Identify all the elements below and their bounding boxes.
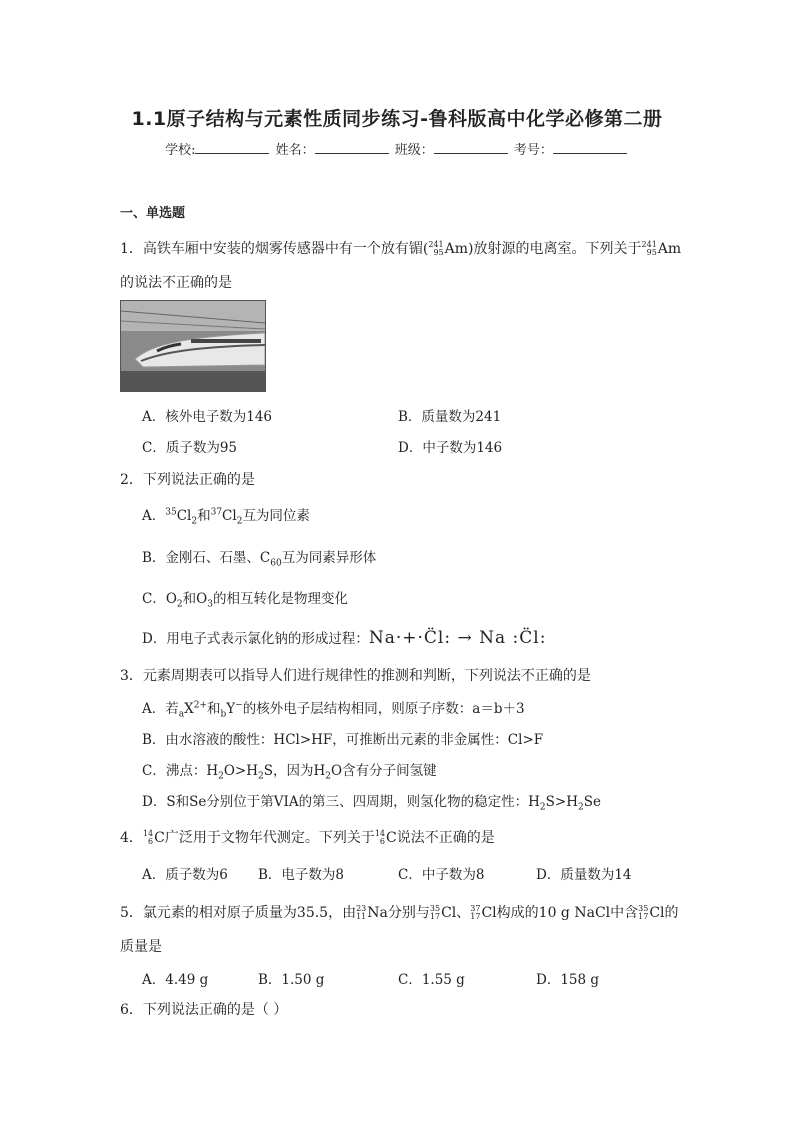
q3-option-d[interactable]: D．S和Se分别位于第VIA的第三、四周期，则氢化物的稳定性：$H_2S>H_2Se$ [142, 794, 601, 813]
q4-option-c[interactable]: C．中子数为8 [398, 867, 485, 883]
q4-option-b[interactable]: B．电子数为8 [258, 867, 345, 883]
am-nuclide-2: 241 95 Am [641, 240, 682, 257]
section-heading: 一、单选题 [120, 206, 186, 221]
q4-option-d[interactable]: D．质量数为14 [536, 867, 632, 883]
q2-option-a[interactable]: A．$^{35}Cl_2$和$^{37}Cl_2$互为同位素 [142, 507, 310, 527]
school-blank[interactable] [195, 141, 269, 154]
q5-option-c[interactable]: C．1.55 g [398, 972, 465, 988]
q6-stem: 6．下列说法正确的是（ ） [120, 1002, 288, 1018]
id-label: 考号： [513, 143, 553, 158]
electron-formula: Na·+·C̈l: → Na :C̈l: [368, 628, 547, 648]
q5-option-d[interactable]: D．158 g [536, 972, 600, 988]
am-nuclide: 241 95 [428, 240, 444, 257]
id-blank[interactable] [553, 141, 627, 154]
q3-stem: 3．元素周期表可以指导人们进行规律性的推测和判断，下列说法不正确的是 [120, 668, 591, 684]
q4-stem: 4． 14 6 C广泛用于文物年代测定。下列关于 14 6 C说法不正确的是 [120, 829, 495, 846]
q3-option-c[interactable]: C．沸点：$H_2O>H_2S$，因为$H_2O$含有分子间氢键 [142, 763, 437, 782]
cl35-nuclide: 35 17 Cl [429, 904, 457, 921]
q5-option-b[interactable]: B．1.50 g [258, 972, 325, 988]
cl37-nuclide: 37 17 Cl [470, 904, 497, 921]
name-label: 姓名： [275, 143, 315, 158]
class-label: 班级： [394, 143, 434, 158]
q5-stem-line2: 质量是 [120, 939, 162, 955]
q3-option-a[interactable]: A．若$_aX^{2+}$和$_b$Y−的核外电子层结构相同，则原子序数：a＝b＋3 [142, 700, 525, 720]
student-info-row [0, 139, 794, 158]
cl35-nuclide-2: 35 17 Cl [638, 904, 665, 921]
q1-stem-line2: 的说法不正确的是 [120, 275, 232, 291]
q5-option-a[interactable]: A．4.49 g [142, 972, 209, 988]
q2-option-b[interactable]: B．金刚石、石墨、$C_{60}$互为同素异形体 [142, 550, 377, 569]
q1-option-a[interactable]: A．核外电子数为146 [142, 409, 273, 425]
q1-option-c[interactable]: C．质子数为95 [142, 440, 238, 456]
name-blank[interactable] [315, 141, 389, 154]
class-blank[interactable] [434, 141, 508, 154]
page-title: 1.1原子结构与元素性质同步练习-鲁科版高中化学必修第二册 [131, 108, 663, 130]
train-photo [120, 300, 266, 392]
q3-option-b[interactable]: B．由水溶液的酸性：HCl>HF，可推断出元素的非金属性：Cl>F [142, 732, 544, 748]
q1-option-b[interactable]: B．质量数为241 [398, 409, 502, 425]
na23-nuclide: 23 11 Na [356, 904, 388, 921]
school-label: 学校: [165, 143, 196, 158]
q4-option-a[interactable]: A．质子数为6 [142, 867, 228, 883]
c14-nuclide: 14 6 C [142, 829, 165, 846]
q2-option-c[interactable]: C．$O_2$和$O_3$的相互转化是物理变化 [142, 591, 348, 610]
q5-stem-line1: 5．氯元素的相对原子质量为35.5，由 23 11 Na分别与 35 17 Cl、 37 17 Cl构成的10 g NaCl中含 35 17 Cl的 [120, 904, 679, 921]
q2-stem: 2．下列说法正确的是 [120, 472, 255, 488]
train-illustration [121, 301, 265, 391]
q1-stem-line1: 1．高铁车厢中安装的烟雾传感器中有一个放有镅( 241 95 Am)放射源的电离室。下列关于 241 95 Am [120, 240, 682, 257]
c14-nuclide-2: 14 6 C [374, 829, 397, 846]
q1-option-d[interactable]: D．中子数为146 [398, 440, 503, 456]
q2-option-d[interactable]: D．用电子式表示氯化钠的形成过程：Na·+·C̈l: → Na :C̈l: [142, 628, 547, 648]
